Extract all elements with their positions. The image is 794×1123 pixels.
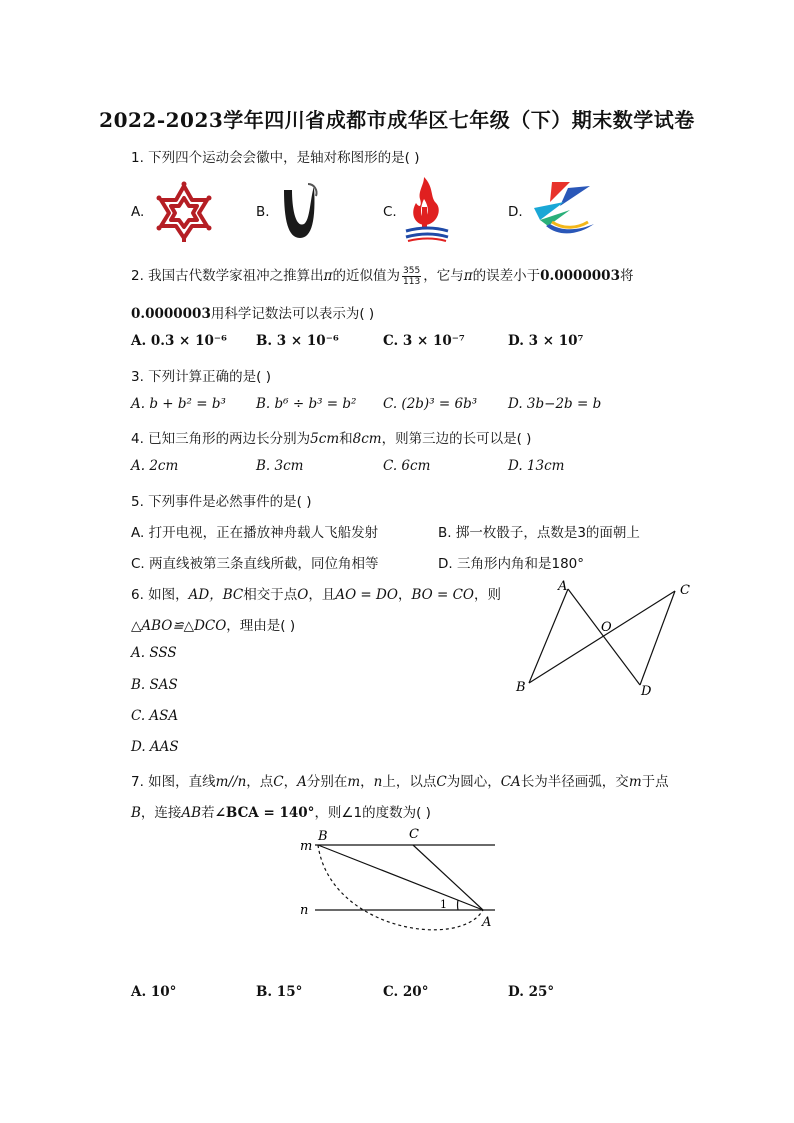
q7-stem-line2-c: 若 (201, 805, 215, 821)
q7-radius-ca: CA (500, 774, 521, 790)
q7-label-angle-1: 1 (440, 898, 447, 911)
q2-line2-value: 0.0000003 (131, 306, 211, 322)
q6-label-b: B (516, 680, 526, 695)
q2-pi: π (323, 268, 333, 284)
q1-option-c-logo (402, 175, 450, 245)
q1-option-d-label: D. (508, 204, 523, 220)
q2-line2-text: 用科学记数法可以表示为( ) (210, 306, 375, 322)
q7-stem-a: ，点 (246, 774, 274, 790)
q6-congruence: △ABO≌△DCO (131, 618, 227, 634)
q1-stem: 1. 下列四个运动会会徽中，是轴对称图形的是( ) (131, 150, 420, 166)
q5-option-a: A. 打开电视，正在播放神舟载人飞船发射 (131, 525, 379, 541)
q6-figure (505, 575, 700, 700)
q6-eq-ao-do: AO = DO (335, 587, 398, 603)
q2-fraction-denominator: 113 (403, 276, 421, 287)
q1-option-d-logo (530, 180, 596, 242)
q6-lines: AD，BC (188, 587, 244, 603)
q7-line-m-2: m (628, 774, 642, 790)
q3-stem: 3. 下列计算正确的是( ) (131, 369, 271, 385)
q2-stem-post2: 将 (619, 268, 634, 284)
q1-option-a-label: A. (131, 204, 145, 220)
q6-option-a: A. SSS (131, 645, 177, 661)
q7-stem-line2-a: ，连接 (140, 805, 182, 821)
q7-label-a: A (482, 915, 492, 930)
q7-figure (290, 820, 510, 950)
q6-point-o: O (297, 587, 309, 603)
q2-stem-post: 的误差小于 (472, 268, 541, 284)
q4-side-a: 5cm (310, 431, 340, 447)
q7-option-d: D. 25° (508, 984, 555, 1000)
q6-stem-line2 (131, 614, 295, 634)
q2-option-a: A. 0.3 × 10⁻⁶ (131, 333, 227, 349)
q3-option-a: A. b + b² = b³ (131, 396, 226, 412)
q2-fraction (402, 266, 421, 287)
q7-label-c: C (409, 827, 419, 842)
q7-stem-line2-d: ，则∠1的度数为( ) (314, 805, 431, 821)
q7-label-m: m (300, 839, 313, 854)
q7-option-b: B. 15° (256, 984, 303, 1000)
q4-option-c: C. 6cm (383, 458, 431, 474)
q6-segment-ad (568, 589, 640, 685)
q4-option-d: D. 13cm (508, 458, 565, 474)
q7-option-c: C. 20° (383, 984, 429, 1000)
q2-option-b: B. 3 × 10⁻⁶ (256, 333, 339, 349)
q6-segment-cd (640, 591, 675, 685)
q4-stem-and: 和 (339, 431, 353, 447)
q7-line-m: m (347, 774, 361, 790)
q7-line-n: n (373, 774, 383, 790)
q2-stem-line1 (131, 264, 633, 287)
q7-stem-b: ， (283, 774, 298, 790)
q4-stem-pre: 4. 已知三角形的两边长分别为 (131, 431, 311, 447)
q7-point-c-2: C (436, 774, 447, 790)
q6-segment-ab (529, 589, 568, 683)
q5-option-c: C. 两直线被第三条直线所截，同位角相等 (131, 556, 379, 572)
q1-option-b-logo (280, 180, 320, 242)
q3-option-d: D. 3b−2b = b (508, 396, 602, 412)
q6-stem-pre: 6. 如图， (131, 587, 189, 603)
q2-stem-mid2: ，它与 (423, 268, 464, 284)
q2-stem-line2 (131, 302, 374, 322)
q7-point-a: A (297, 774, 307, 790)
q6-option-b: B. SAS (131, 677, 178, 693)
q2-fraction-numerator: 355 (403, 265, 421, 276)
q7-parallel: m//n (215, 774, 247, 790)
q7-segment-ab-text: AB (181, 805, 202, 821)
q7-stem-line2 (131, 801, 431, 821)
q2-option-c: C. 3 × 10⁻⁷ (383, 333, 465, 349)
q2-stem-mid: 的近似值为 (332, 268, 401, 284)
q6-stem-post: ，则 (473, 587, 501, 603)
q3-option-b: B. b⁶ ÷ b³ = b² (256, 396, 357, 412)
q7-stem-d: ， (360, 774, 374, 790)
q6-stem-mid2: ，且 (308, 587, 336, 603)
q7-stem-f: 为圆心， (446, 774, 501, 790)
q7-point-b: B (131, 805, 141, 821)
q7-stem-g: 长为半径画弧，交 (520, 774, 629, 790)
q4-option-b: B. 3cm (256, 458, 304, 474)
q2-value: 0.0000003 (540, 268, 620, 284)
q7-option-a: A. 10° (131, 984, 177, 1000)
q1-option-a-logo (153, 180, 215, 242)
q2-option-d: D. 3 × 10⁷ (508, 333, 584, 349)
q7-stem-line1 (131, 770, 669, 790)
q6-option-c: C. ASA (131, 708, 179, 724)
q5-option-b: B. 掷一枚骰子，点数是3的面朝上 (438, 525, 640, 541)
q3-option-c: C. (2b)³ = 6b³ (383, 396, 478, 412)
q6-label-d: D (641, 684, 652, 699)
q6-stem-line1 (131, 583, 501, 603)
q7-label-n: n (300, 903, 309, 918)
q6-label-a: A (558, 579, 568, 594)
q6-stem-mid: 相交于点 (243, 587, 298, 603)
q7-stem-c2: 分别在 (306, 774, 348, 790)
q5-option-d: D. 三角形内角和是180° (438, 556, 584, 572)
q2-stem-pre: 2. 我国古代数学家祖冲之推算出 (131, 268, 324, 284)
q7-angle-bca: ∠BCA = 140° (214, 805, 315, 821)
q6-label-c: C (680, 583, 690, 598)
q7-stem-e: 上，以点 (382, 774, 437, 790)
q2-pi-2: π (463, 268, 473, 284)
q4-side-b: 8cm (352, 431, 382, 447)
q6-stem-line2-post: ，理由是( ) (226, 618, 296, 634)
q6-segment-bc (529, 591, 675, 683)
q7-segment-ca (413, 845, 483, 910)
q6-eq-bo-co: BO = CO (411, 587, 474, 603)
q4-option-a: A. 2cm (131, 458, 179, 474)
q6-option-d: D. AAS (131, 739, 179, 755)
q6-stem-sep: ， (397, 587, 412, 603)
q4-stem-post: ，则第三边的长可以是( ) (381, 431, 532, 447)
q7-stem-pre: 7. 如图，直线 (131, 774, 216, 790)
q7-stem-h: 于点 (641, 774, 669, 790)
q7-point-c: C (273, 774, 284, 790)
page-title: 2022-2023学年四川省成都市成华区七年级（下）期末数学试卷 (99, 108, 695, 132)
q7-label-b: B (318, 829, 328, 844)
q5-stem: 5. 下列事件是必然事件的是( ) (131, 494, 312, 510)
q1-option-b-label: B. (256, 204, 270, 220)
q4-stem (131, 427, 531, 447)
q1-option-c-label: C. (383, 204, 397, 220)
q6-label-o: O (601, 620, 612, 635)
